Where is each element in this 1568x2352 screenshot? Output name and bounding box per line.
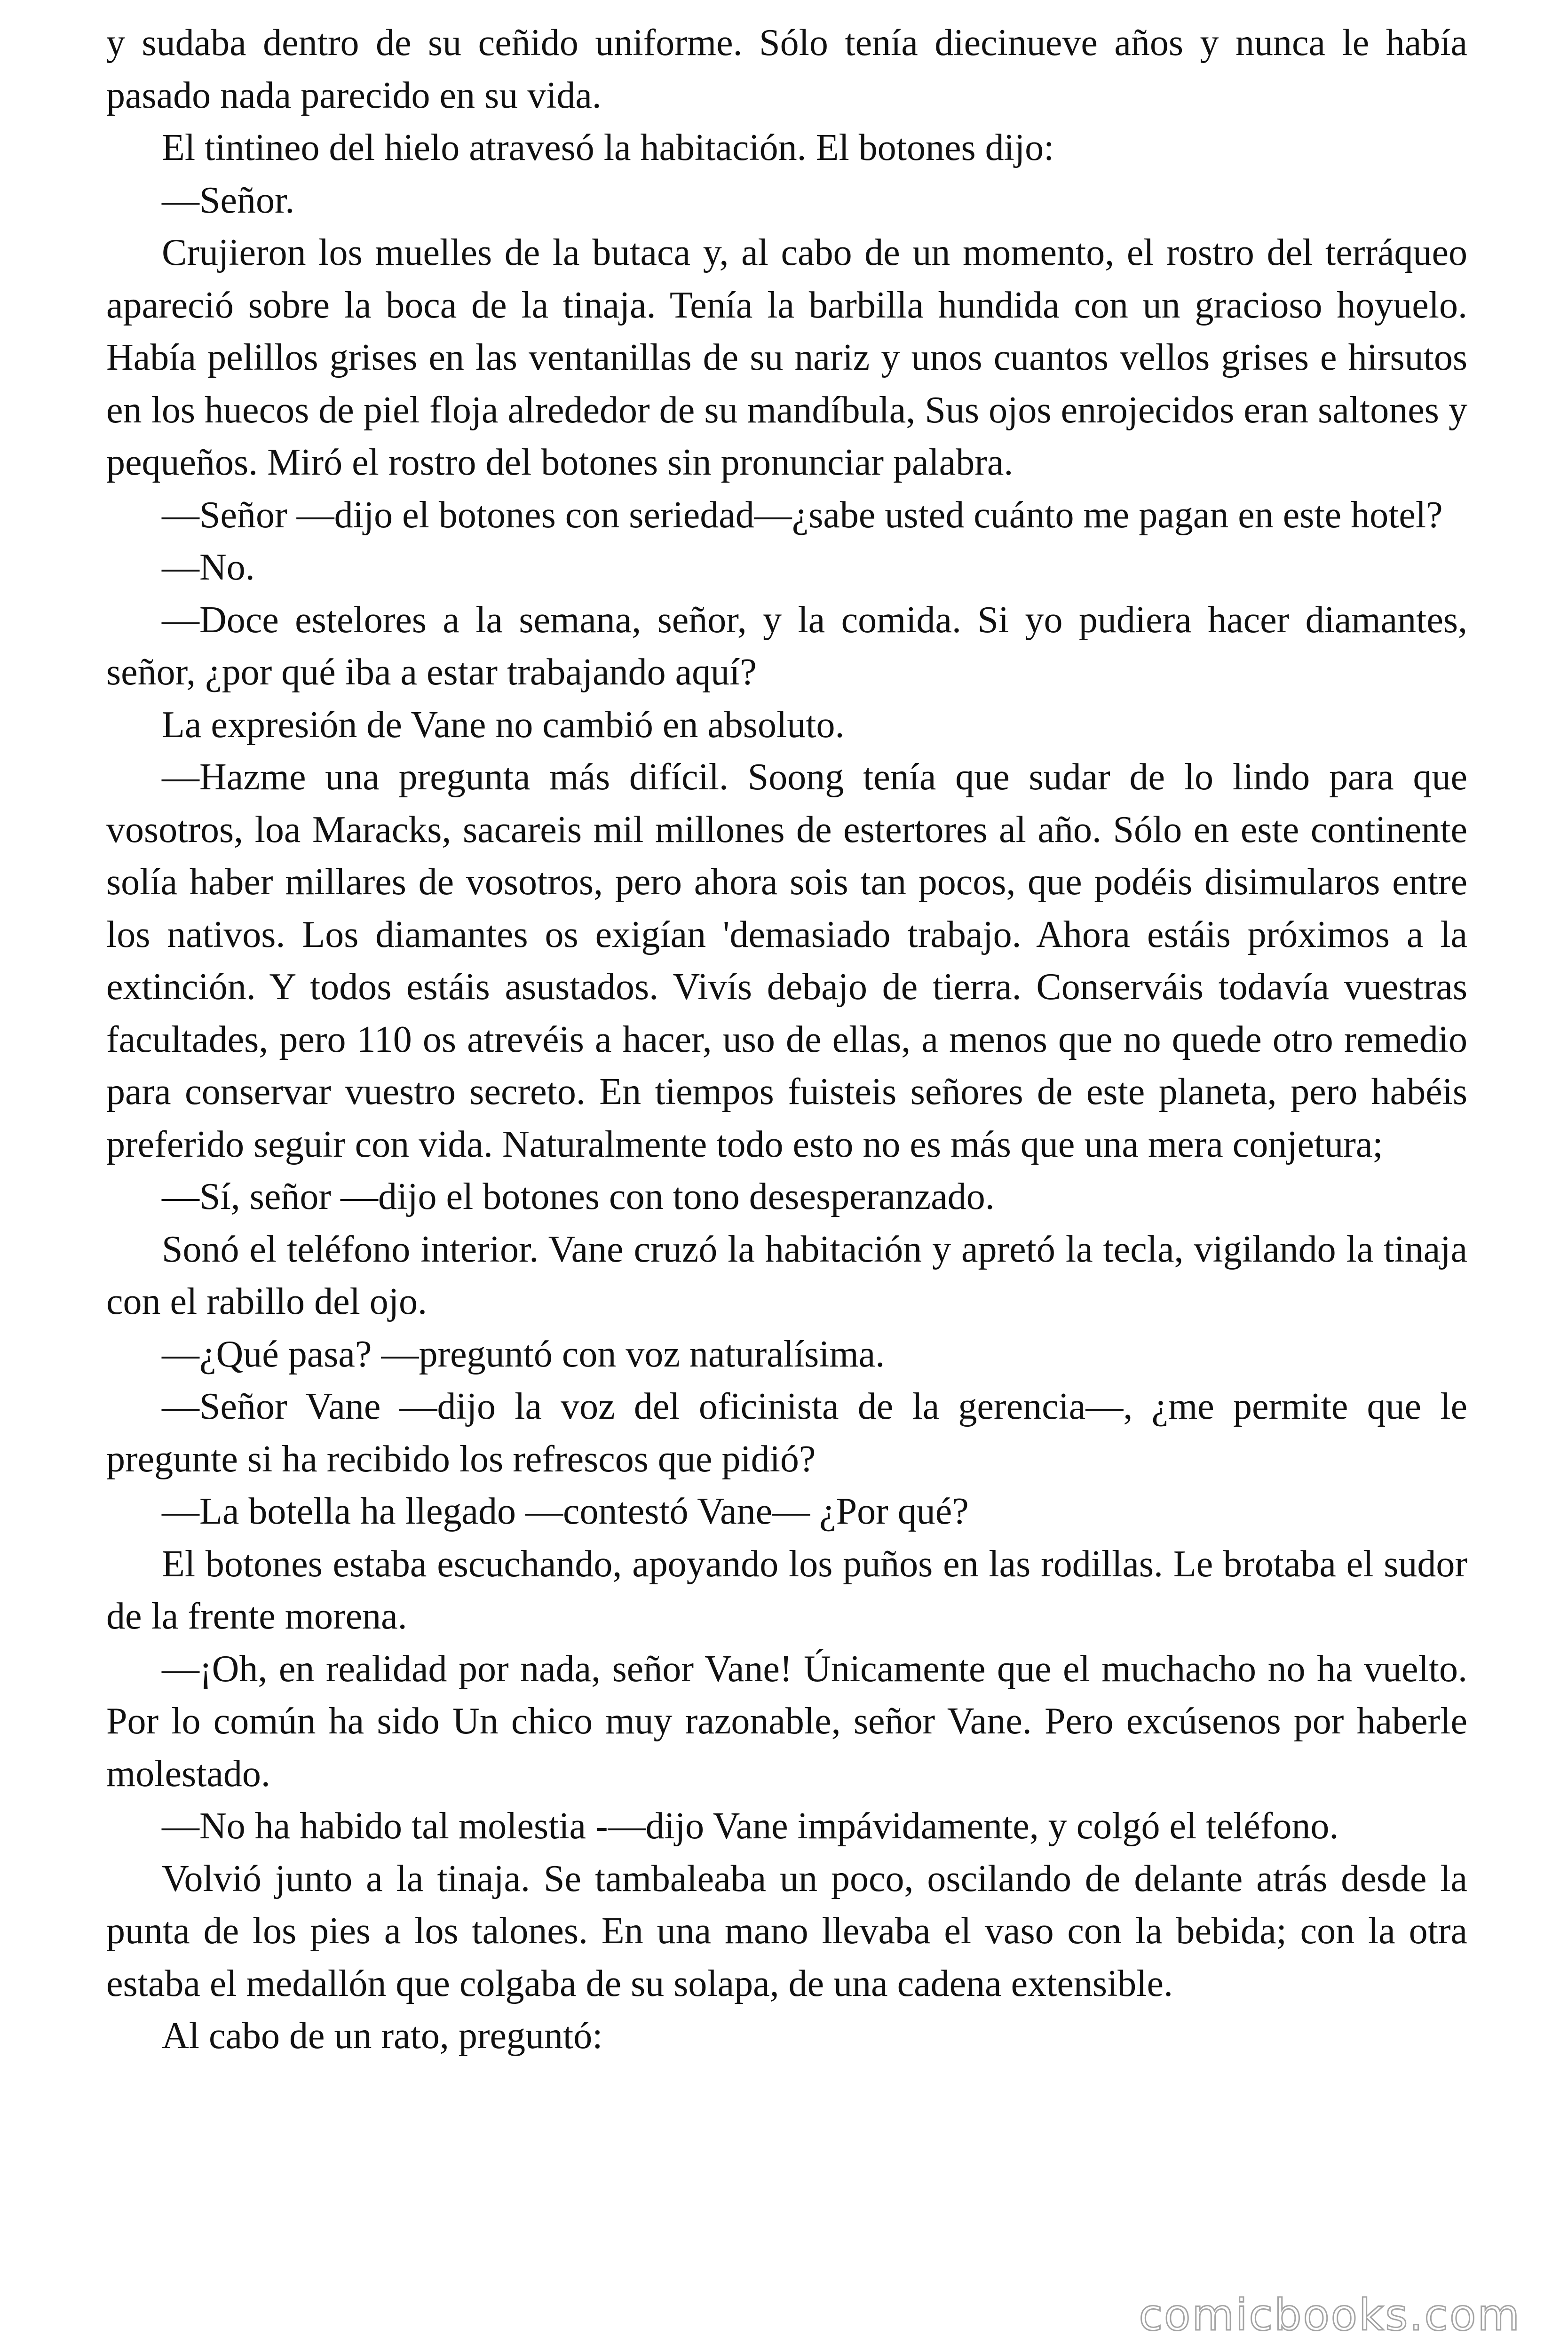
paragraph: —Hazme una pregunta más difícil. Soong tenía que sudar de lo lindo para que vosotros, loa Maracks, sacareis mil millones de estertores al año. Sólo en este continente solía haber millares de vosotros, pero ahora sois tan pocos, que podéis disimularos entre los nativos. Los diamantes os exigían 'demasiado trabajo. Ahora estáis próximos a la extinción. Y todos estáis asustados. Vivís debajo de tierra. Conserváis todavía vuestras facultades, pero 110 os atrevéis a hacer, uso de ellas, a menos que no quede otro remedio para conservar vuestro secreto. En tiempos fuisteis señores de este planeta, pero habéis preferido seguir con vida. Naturalmente todo esto no es más que una mera conjetura;	[106, 756, 1467, 1165]
paragraph: —¡Oh, en realidad por nada, señor Vane! Únicamente que el muchacho no ha vuelto. Por lo común ha sido Un chico muy razonable, señor Vane. Pero excúsenos por haberle molestado.	[106, 1648, 1467, 1795]
paragraph: Crujieron los muelles de la butaca y, al cabo de un momento, el rostro del terráqueo apareció sobre la boca de la tinaja. Tenía la barbilla hundida con un gracioso hoyuelo. Había pelillos grises en las ventanillas de su nariz y unos cuantos vellos grises e hirsutos en los huecos de piel floja alrededor de su mandíbula, Sus ojos enrojecidos eran saltones y pequeños. Miró el rostro del botones sin pronunciar palabra.	[106, 232, 1467, 483]
paragraph: El botones estaba escuchando, apoyando los puños en las rodillas. Le brotaba el sudor de la frente morena.	[106, 1543, 1467, 1637]
paragraph: Al cabo de un rato, preguntó:	[162, 2015, 603, 2057]
paragraph: Sonó el teléfono interior. Vane cruzó la habitación y apretó la tecla, vigilando la tinaja con el rabillo del ojo.	[106, 1228, 1467, 1322]
paragraph: —¿Qué pasa? —preguntó con voz naturalísima.	[162, 1333, 885, 1375]
watermark: comicbooks.com	[1139, 2290, 1521, 2340]
paragraph: —Señor —dijo el botones con seriedad—¿sabe usted cuánto me pagan en este hotel?	[162, 494, 1443, 536]
paragraph: —Sí, señor —dijo el botones con tono desesperanzado.	[162, 1176, 995, 1217]
paragraph: —No.	[162, 547, 255, 588]
paragraph: Volvió junto a la tinaja. Se tambaleaba un poco, oscilando de delante atrás desde la punta de los pies a los talones. En una mano llevaba el vaso con la bebida; con la otra estaba el medallón que colgaba de su solapa, de una cadena extensible.	[106, 1858, 1467, 2004]
paragraph: —Señor Vane —dijo la voz del oficinista de la gerencia—, ¿me permite que le pregunte si ha recibido los refrescos que pidió?	[106, 1386, 1467, 1480]
paragraph: —La botella ha llegado —contestó Vane— ¿Por qué?	[162, 1491, 969, 1532]
paragraph: El tintineo del hielo atravesó la habitación. El botones dijo:	[162, 127, 1054, 168]
paragraph: —Doce estelores a la semana, señor, y la comida. Si yo pudiera hacer diamantes, señor, ¿por qué iba a estar trabajando aquí?	[106, 599, 1467, 693]
paragraph: La expresión de Vane no cambió en absoluto.	[162, 704, 845, 746]
paragraph: —No ha habido tal molestia -—dijo Vane impávidamente, y colgó el teléfono.	[162, 1805, 1339, 1847]
page-text	[106, 17, 1467, 2063]
paragraph: —Señor.	[162, 179, 295, 221]
paragraph: y sudaba dentro de su ceñido uniforme. Sólo tenía diecinueve años y nunca le había pasado nada parecido en su vida.	[106, 22, 1467, 116]
